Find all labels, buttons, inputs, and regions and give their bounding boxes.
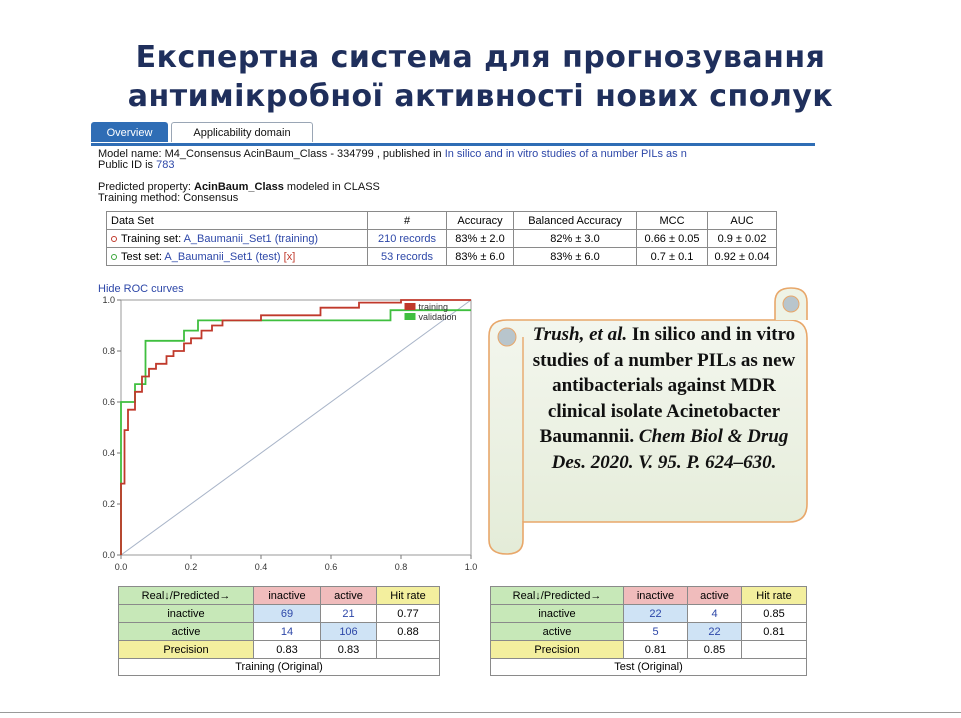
x-tick-label: 0.0 bbox=[114, 562, 128, 572]
test-records-link[interactable]: 53 records bbox=[368, 248, 447, 266]
y-tick-label: 0.8 bbox=[102, 346, 115, 356]
cm-test-header-inactive: inactive bbox=[624, 587, 688, 605]
cm-training-header-active: active bbox=[321, 587, 377, 605]
cm-test-cell[interactable]: 22 bbox=[624, 605, 688, 623]
model-name-text: Model name: M4_Consensus AcinBaum_Class - 334799 , published in bbox=[98, 148, 445, 160]
training-set-link[interactable]: A_Baumanii_Set1 (training) bbox=[183, 232, 319, 245]
table-row bbox=[491, 623, 807, 641]
cm-test-cell[interactable]: 22 bbox=[688, 623, 742, 641]
dataset-table bbox=[106, 211, 777, 266]
public-id-line bbox=[98, 159, 174, 171]
x-tick-label: 0.4 bbox=[254, 562, 268, 572]
test-set-link[interactable]: A_Baumanii_Set1 (test) bbox=[164, 250, 281, 263]
model-name-line bbox=[98, 148, 687, 160]
y-tick-label: 0.2 bbox=[102, 499, 115, 509]
cm-training-header-inactive: inactive bbox=[254, 587, 321, 605]
cm-training-row-label: active bbox=[119, 623, 254, 641]
legend-swatch-validation bbox=[405, 313, 416, 320]
training-auc: 0.9 ± 0.02 bbox=[708, 230, 777, 248]
header-accuracy: Accuracy bbox=[447, 212, 514, 230]
cm-training-header-hit-rate: Hit rate bbox=[377, 587, 440, 605]
publication-link[interactable]: In silico and in vitro studies of a number PILs as n bbox=[444, 148, 687, 160]
cm-training-empty bbox=[377, 641, 440, 659]
cm-test-header-active: active bbox=[688, 587, 742, 605]
cm-test-corner: Real↓/Predicted→ bbox=[491, 587, 624, 605]
public-id-link[interactable]: 783 bbox=[156, 159, 175, 171]
cm-training-header bbox=[119, 587, 440, 605]
header-mcc: MCC bbox=[637, 212, 708, 230]
cm-test-precision-label: Precision bbox=[491, 641, 624, 659]
y-tick-label: 0.6 bbox=[102, 397, 115, 407]
training-dot-icon bbox=[111, 236, 117, 242]
test-set-cell bbox=[107, 248, 368, 266]
cm-test-hit-rate: 0.85 bbox=[742, 605, 807, 623]
test-set-label: Test set: bbox=[121, 250, 165, 263]
x-tick-label: 0.2 bbox=[184, 562, 198, 572]
roc-chart bbox=[91, 293, 481, 575]
dataset-table-header bbox=[107, 212, 777, 230]
public-id-label: Public ID is bbox=[98, 159, 157, 171]
legend-label-validation: validation bbox=[418, 312, 457, 322]
cm-training-cell[interactable]: 14 bbox=[254, 623, 321, 641]
tab-overview[interactable]: Overview bbox=[91, 122, 168, 142]
cm-test-caption-row bbox=[491, 659, 807, 676]
slide-title bbox=[0, 38, 961, 116]
scroll-left-curl-shade bbox=[498, 328, 516, 346]
cm-test-header bbox=[491, 587, 807, 605]
cm-test-cell[interactable]: 4 bbox=[688, 605, 742, 623]
bottom-divider bbox=[0, 712, 961, 713]
training-mcc: 0.66 ± 0.05 bbox=[637, 230, 708, 248]
training-method: Training method: Consensus bbox=[98, 192, 239, 204]
header-auc: AUC bbox=[708, 212, 777, 230]
cm-training-corner: Real↓/Predicted→ bbox=[119, 587, 254, 605]
hide-roc-curves-link[interactable]: Hide ROC curves bbox=[98, 283, 184, 295]
x-tick-label: 0.6 bbox=[324, 562, 338, 572]
cm-test-row-label: inactive bbox=[491, 605, 624, 623]
cm-test-hit-rate: 0.81 bbox=[742, 623, 807, 641]
confusion-matrix-test bbox=[490, 586, 807, 676]
slide-title-line-2: антимікробної активності нових сполук bbox=[127, 79, 834, 114]
reference-authors: Trush, et al. bbox=[532, 324, 628, 345]
test-auc: 0.92 ± 0.04 bbox=[708, 248, 777, 266]
slide-title-line-1: Експертна система для прогнозування bbox=[135, 40, 826, 75]
predicted-property-suffix: modeled in CLASS bbox=[283, 181, 380, 193]
tab-bar bbox=[91, 121, 815, 146]
reference-text bbox=[527, 322, 801, 475]
cm-test-row-label: active bbox=[491, 623, 624, 641]
confusion-matrix-training bbox=[118, 586, 440, 676]
cm-training-precision: 0.83 bbox=[254, 641, 321, 659]
scroll-top-curl-shade bbox=[783, 296, 799, 312]
cm-test-precision: 0.81 bbox=[624, 641, 688, 659]
test-balanced-accuracy: 83% ± 6.0 bbox=[514, 248, 637, 266]
header-count: # bbox=[368, 212, 447, 230]
predicted-property-name: AcinBaum_Class bbox=[194, 181, 284, 193]
cm-training-caption: Training (Original) bbox=[119, 659, 440, 676]
table-row bbox=[491, 605, 807, 623]
y-tick-label: 0.0 bbox=[102, 550, 115, 560]
cm-training-cell[interactable]: 21 bbox=[321, 605, 377, 623]
x-tick-label: 0.8 bbox=[394, 562, 408, 572]
cm-test-precision: 0.85 bbox=[688, 641, 742, 659]
cm-training-hit-rate: 0.77 bbox=[377, 605, 440, 623]
header-data-set: Data Set bbox=[107, 212, 368, 230]
training-accuracy: 83% ± 2.0 bbox=[447, 230, 514, 248]
table-row bbox=[119, 605, 440, 623]
cm-training-precision-label: Precision bbox=[119, 641, 254, 659]
y-tick-label: 0.4 bbox=[102, 448, 115, 458]
training-set-label: Training set: bbox=[121, 232, 184, 245]
test-dot-icon bbox=[111, 254, 117, 260]
cm-test-empty bbox=[742, 641, 807, 659]
reference-title: In silico and in vitro studies of a number PILs as new antibacterials against MDR clinical isolate Acinetobacter Baumannii. bbox=[532, 324, 796, 447]
table-row bbox=[491, 641, 807, 659]
reference-journal: Chem Biol & Drug Des. 2020. V. 95. P. 624–630. bbox=[551, 426, 789, 473]
cm-test-header-hit-rate: Hit rate bbox=[742, 587, 807, 605]
remove-test-set-button[interactable]: [x] bbox=[283, 250, 296, 263]
cm-test-cell[interactable]: 5 bbox=[624, 623, 688, 641]
x-tick-label: 1.0 bbox=[464, 562, 478, 572]
cm-training-cell[interactable]: 69 bbox=[254, 605, 321, 623]
cm-training-row-label: inactive bbox=[119, 605, 254, 623]
training-set-cell bbox=[107, 230, 368, 248]
table-row bbox=[107, 230, 777, 248]
table-row bbox=[107, 248, 777, 266]
cm-test-caption: Test (Original) bbox=[491, 659, 807, 676]
cm-training-cell[interactable]: 106 bbox=[321, 623, 377, 641]
legend-swatch-training bbox=[405, 303, 416, 310]
training-balanced-accuracy: 82% ± 3.0 bbox=[514, 230, 637, 248]
table-row bbox=[119, 623, 440, 641]
header-balanced-accuracy: Balanced Accuracy bbox=[514, 212, 637, 230]
training-records-link[interactable]: 210 records bbox=[368, 230, 447, 248]
test-mcc: 0.7 ± 0.1 bbox=[637, 248, 708, 266]
y-tick-label: 1.0 bbox=[102, 295, 115, 305]
predicted-property-label: Predicted property: bbox=[98, 181, 194, 193]
tab-applicability-domain[interactable]: Applicability domain bbox=[171, 122, 313, 142]
cm-training-caption-row bbox=[119, 659, 440, 676]
cm-training-precision: 0.83 bbox=[321, 641, 377, 659]
test-accuracy: 83% ± 6.0 bbox=[447, 248, 514, 266]
legend-label-training: training bbox=[418, 302, 449, 312]
cm-training-hit-rate: 0.88 bbox=[377, 623, 440, 641]
table-row bbox=[119, 641, 440, 659]
